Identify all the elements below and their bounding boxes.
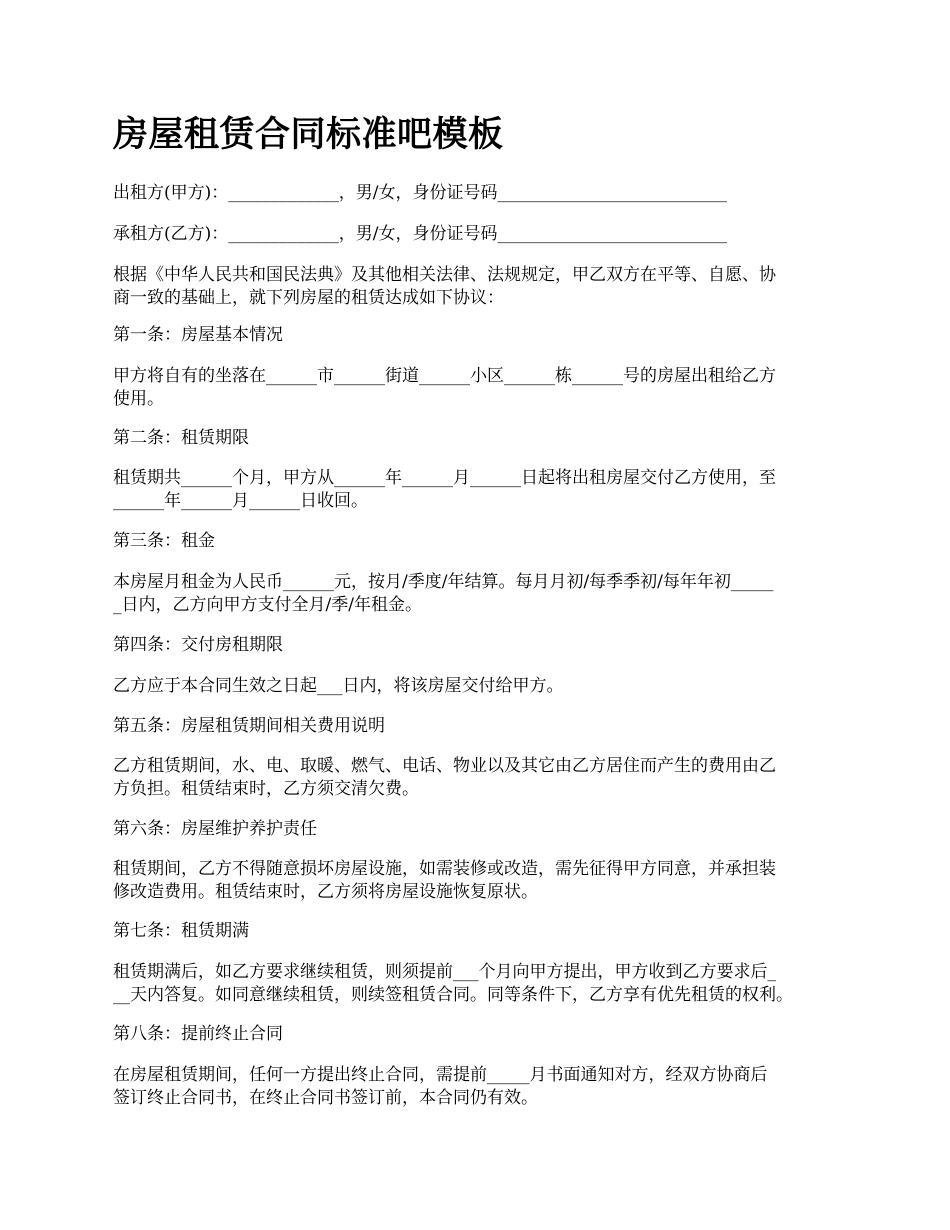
article-6-line-1: 租赁期间，乙方不得随意损坏房屋设施，如需装修或改造，需先征得甲方同意，并承担装 [113,859,776,879]
article-7-line-1: 租赁期满后，如乙方要求继续租赁，则须提前___个月向甲方提出，甲方收到乙方要求后_ [113,962,776,982]
article-8-line-1: 在房屋租赁期间，任何一方提出终止合同，需提前_____月书面通知对方，经双方协商后 [113,1065,768,1085]
article-4-heading: 第四条：交付房租期限 [113,635,283,655]
article-2-heading: 第二条：租赁期限 [113,428,249,448]
preamble-line-2: 商一致的基础上，就下列房屋的租赁达成如下协议： [113,288,504,308]
article-2-line-1: 租赁期共______个月，甲方从______年______月______日起将出租房屋交付乙方使用，至 [113,468,776,488]
article-7-heading: 第七条：租赁期满 [113,921,249,941]
article-3-line-2: _日内，乙方向甲方支付全月/季/年租金。 [113,595,422,615]
article-3-line-1: 本房屋月租金为人民币______元，按月/季度/年结算。每月月初/每季季初/每年年初_____ [113,572,774,592]
article-4-line-1: 乙方应于本合同生效之日起___日内，将该房屋交付给甲方。 [113,676,564,696]
article-1-line-1: 甲方将自有的坐落在______市______街道______小区______栋______号的房屋出租给乙方 [113,366,776,386]
article-5-line-1: 乙方租赁期间，水、电、取暖、燃气、电话、物业以及其它由乙方居住而产生的费用由乙 [113,756,776,776]
preamble-line-1: 根据《中华人民共和国民法典》及其他相关法律、法规规定，甲乙双方在平等、自愿、协 [113,265,776,285]
article-2-line-2: ______年______月______日收回。 [113,491,368,511]
article-5-line-2: 方负担。租赁结束时，乙方须交清欠费。 [113,779,419,799]
document-title: 房屋租赁合同标准吧模板 [113,114,504,155]
party-b-line: 承租方(乙方)：_____________，男/女，身份证号码___________________________ [113,224,727,244]
article-1-line-2: 使用。 [113,389,164,409]
article-3-heading: 第三条：租金 [113,531,215,551]
article-6-heading: 第六条：房屋维护养护责任 [113,819,317,839]
party-a-line: 出租方(甲方)：_____________，男/女，身份证号码___________________________ [113,183,727,203]
article-7-line-2: __天内答复。如同意继续租赁，则续签租赁合同。同等条件下，乙方享有优先租赁的权利。 [113,985,793,1005]
article-1-heading: 第一条：房屋基本情况 [113,325,283,345]
article-8-line-2: 签订终止合同书，在终止合同书签订前，本合同仍有效。 [113,1088,538,1108]
article-8-heading: 第八条：提前终止合同 [113,1024,283,1044]
article-5-heading: 第五条：房屋租赁期间相关费用说明 [113,716,385,736]
article-6-line-2: 修改造费用。租赁结束时，乙方须将房屋设施恢复原状。 [113,882,538,902]
